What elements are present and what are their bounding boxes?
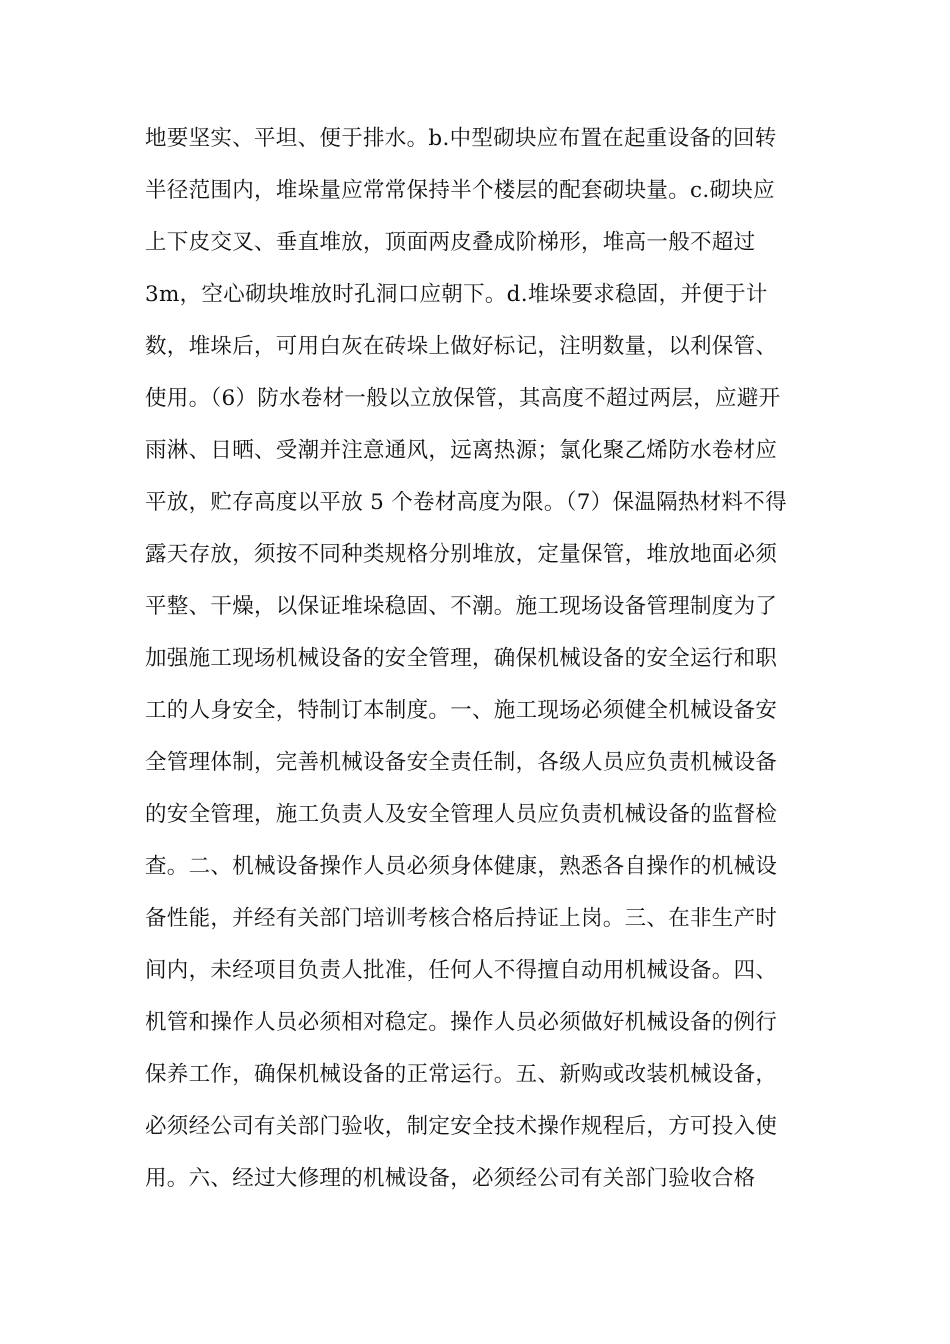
text-line: 使用。（6）防水卷材一般以立放保管，其高度不超过两层，应避开 — [145, 386, 781, 411]
text-line: 地要坚实、平坦、便于排水。b.中型砌块应布置在起重设备的回转 — [145, 126, 777, 151]
text-line: 机管和操作人员必须相对稳定。操作人员必须做好机械设备的例行 — [145, 1010, 778, 1035]
text-line: 露天存放，须按不同种类规格分别堆放，定量保管，堆放地面必须 — [145, 542, 778, 567]
text-line: 数，堆垛后，可用白灰在砖垛上做好标记，注明数量，以利保管、 — [145, 334, 778, 359]
text-line: 必须经公司有关部门验收，制定安全技术操作规程后，方可投入使 — [145, 1114, 778, 1139]
text-line: 工的人身安全，特制订本制度。一、施工现场必须健全机械设备安 — [145, 698, 778, 723]
text-line: 雨淋、日晒、受潮并注意通风，远离热源；氯化聚乙烯防水卷材应 — [145, 438, 778, 463]
text-line: 上下皮交叉、垂直堆放，顶面两皮叠成阶梯形，堆高一般不超过 — [145, 230, 756, 255]
text-line: 平放，贮存高度以平放 5 个卷材高度为限。（7）保温隔热材料不得 — [145, 490, 787, 515]
text-line: 查。二、机械设备操作人员必须身体健康，熟悉各自操作的机械设 — [145, 854, 778, 879]
text-line: 平整、干燥，以保证堆垛稳固、不潮。施工现场设备管理制度为了 — [145, 594, 778, 619]
text-line: 3m，空心砌块堆放时孔洞口应朝下。d.堆垛要求稳固，并便于计 — [145, 282, 768, 307]
text-line: 保养工作，确保机械设备的正常运行。五、新购或改装机械设备， — [145, 1062, 778, 1087]
text-line: 备性能，并经有关部门培训考核合格后持证上岗。三、在非生产时 — [145, 906, 778, 931]
body-text — [145, 113, 825, 1205]
text-line: 的安全管理，施工负责人及安全管理人员应负责机械设备的监督检 — [145, 802, 778, 827]
text-line: 加强施工现场机械设备的安全管理，确保机械设备的安全运行和职 — [145, 646, 778, 671]
text-line: 全管理体制，完善机械设备安全责任制，各级人员应负责机械设备 — [145, 750, 778, 775]
text-line: 用。六、经过大修理的机械设备，必须经公司有关部门验收合格 — [145, 1166, 756, 1191]
text-line: 半径范围内，堆垛量应常常保持半个楼层的配套砌块量。c.砌块应 — [145, 178, 775, 203]
text-line: 间内，未经项目负责人批准，任何人不得擅自动用机械设备。四、 — [145, 958, 778, 983]
